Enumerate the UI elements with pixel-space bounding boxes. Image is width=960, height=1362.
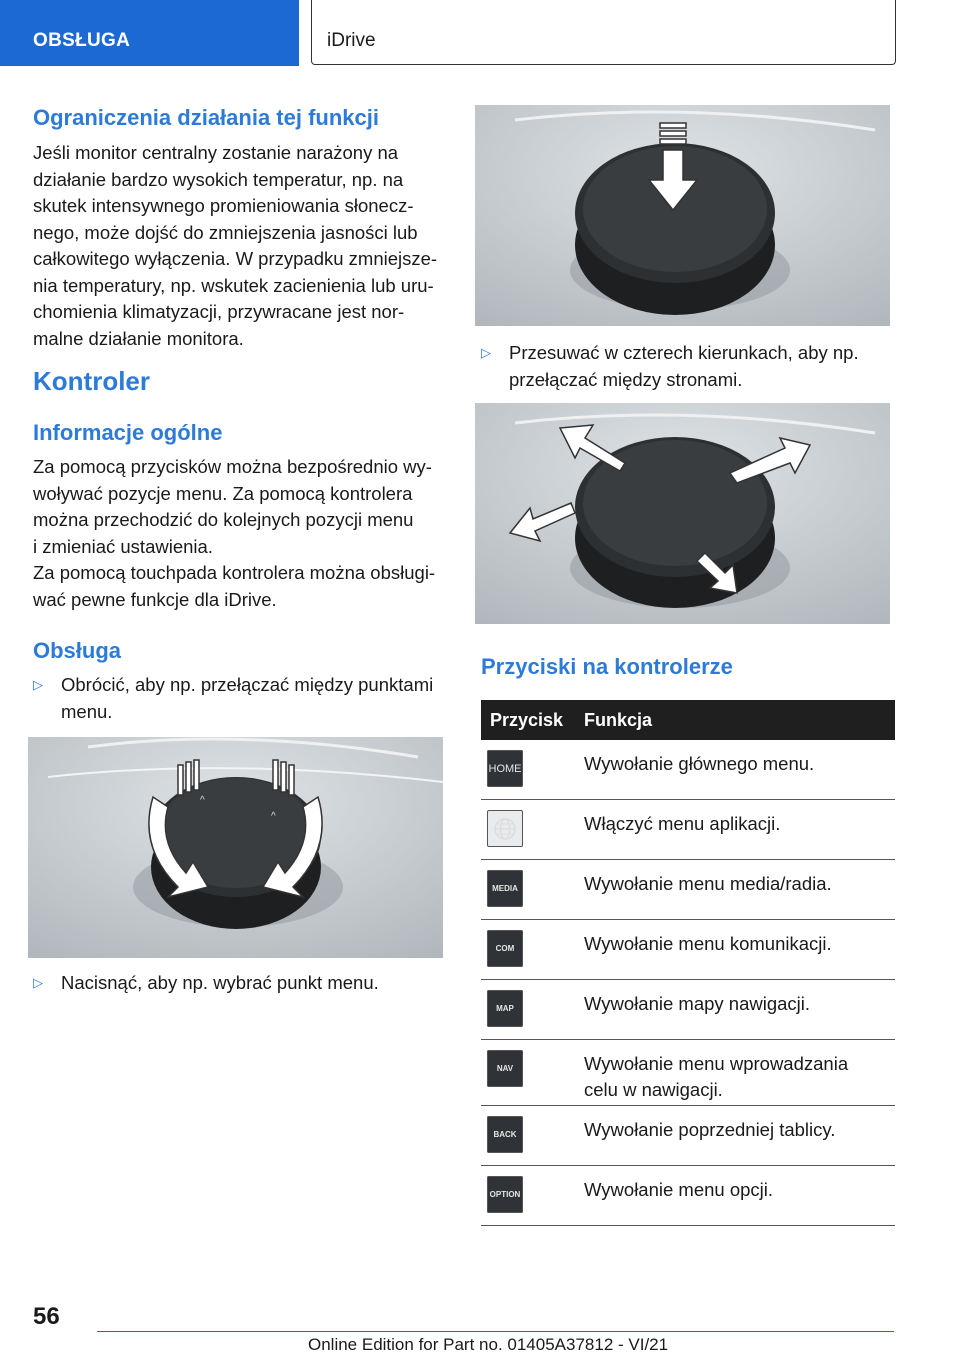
step-press bbox=[33, 970, 453, 1000]
step-line: menu. bbox=[61, 700, 113, 722]
paragraph-line: wać pewne funkcje dla iDrive. bbox=[33, 588, 277, 610]
paragraph-line: nia temperatury, np. wskutek zacienienia lub uru- bbox=[33, 274, 434, 296]
paragraph-line: Jeśli monitor centralny zostanie narażony na bbox=[33, 142, 399, 163]
map-key-icon: MAP bbox=[487, 990, 523, 1027]
paragraph-line: Za pomocą touchpada kontrolera można obsługi- bbox=[33, 562, 436, 583]
obsluga-heading: Obsługa bbox=[33, 638, 122, 663]
kontroler-heading: Kontroler bbox=[33, 366, 150, 396]
button-cell bbox=[481, 740, 584, 800]
function-text: Wywołanie poprzedniej tablicy. bbox=[584, 1106, 895, 1166]
table-header-row bbox=[481, 700, 895, 740]
step-line: Obrócić, aby np. przełączać między punktami bbox=[61, 674, 434, 695]
apps-globe-icon bbox=[487, 810, 523, 847]
option-key-icon: OPTION bbox=[487, 1176, 523, 1213]
table-row bbox=[481, 980, 895, 1040]
table-row bbox=[481, 800, 895, 860]
chapter-tab bbox=[311, 0, 896, 65]
table-row bbox=[481, 740, 895, 800]
paragraph-line: można przechodzić do kolejnych pozycji menu bbox=[33, 509, 414, 530]
chapter-title: iDrive bbox=[327, 30, 376, 51]
button-cell bbox=[481, 800, 584, 860]
com-key-icon: COM bbox=[487, 930, 523, 967]
paragraph-line: działanie bardzo wysokich temperatur, np. na bbox=[33, 168, 404, 190]
paragraph-line: chomienia klimatyzacji, przywracane jest nor- bbox=[33, 301, 405, 322]
controller-press-photo bbox=[475, 105, 890, 326]
controller-rotate-photo bbox=[28, 737, 443, 958]
table-row bbox=[481, 1166, 895, 1226]
back-key-icon: BACK bbox=[487, 1116, 523, 1153]
step-line: przełączać między stronami. bbox=[509, 368, 743, 390]
button-cell bbox=[481, 1040, 584, 1106]
col-header-button: Przycisk bbox=[481, 700, 584, 740]
button-cell bbox=[481, 980, 584, 1040]
button-cell bbox=[481, 860, 584, 920]
general-paragraph-2 bbox=[33, 560, 453, 613]
svg-text:^: ^ bbox=[200, 795, 205, 806]
function-text: Wywołanie głównego menu. bbox=[584, 740, 895, 800]
function-text: Włączyć menu aplikacji. bbox=[584, 800, 895, 860]
table-row bbox=[481, 860, 895, 920]
col-header-function: Funkcja bbox=[584, 700, 895, 740]
table-row bbox=[481, 1106, 895, 1166]
buttons-table bbox=[481, 700, 895, 1226]
svg-text:^: ^ bbox=[271, 811, 276, 822]
function-text: Wywołanie menu media/radia. bbox=[584, 860, 895, 920]
general-info-heading: Informacje ogólne bbox=[33, 420, 223, 445]
paragraph-line: całkowitego wyłączenia. W przypadku zmniejsze- bbox=[33, 248, 438, 269]
paragraph-line: skutek intensywnego promieniowania słonecz- bbox=[33, 195, 414, 216]
footer-edition: Online Edition for Part no. 01405A37812 - VI/21 bbox=[308, 1335, 669, 1354]
function-text: Wywołanie menu opcji. bbox=[584, 1166, 895, 1226]
step-triangle-icon: ▷ bbox=[481, 345, 491, 360]
step-triangle-icon: ▷ bbox=[33, 677, 43, 692]
table-row bbox=[481, 920, 895, 980]
media-key-icon: MEDIA bbox=[487, 870, 523, 907]
step-rotate-text bbox=[61, 672, 433, 725]
limitations-heading: Ograniczenia działania tej funkcji bbox=[33, 105, 379, 130]
function-text: Wywołanie menu wprowadzania celu w nawigacji. bbox=[584, 1040, 895, 1106]
step-rotate bbox=[33, 672, 453, 728]
paragraph-line: i zmieniać ustawienia. bbox=[33, 535, 213, 557]
section-tab bbox=[0, 0, 299, 66]
button-cell bbox=[481, 1106, 584, 1166]
paragraph-line: malne działanie monitora. bbox=[33, 327, 244, 349]
footer-rule bbox=[97, 1331, 894, 1332]
step-move bbox=[481, 340, 891, 396]
page-number: 56 bbox=[33, 1303, 60, 1330]
step-move-text bbox=[509, 340, 859, 393]
step-line: Przesuwać w czterech kierunkach, aby np. bbox=[509, 342, 859, 363]
buttons-heading: Przyciski na kontrolerze bbox=[481, 654, 733, 679]
controller-move-photo bbox=[475, 403, 890, 624]
function-text: Wywołanie mapy nawigacji. bbox=[584, 980, 895, 1040]
paragraph-line: nego, może dojść do zmniejszenia jasności lub bbox=[33, 221, 418, 243]
step-triangle-icon: ▷ bbox=[33, 975, 43, 990]
table-row bbox=[481, 1040, 895, 1106]
paragraph-line: Za pomocą przycisków można bezpośrednio wy- bbox=[33, 456, 432, 477]
function-text: Wywołanie menu komunikacji. bbox=[584, 920, 895, 980]
nav-key-icon: NAV bbox=[487, 1050, 523, 1087]
paragraph-line: woływać pozycje menu. Za pomocą kontrolera bbox=[33, 482, 413, 504]
button-cell bbox=[481, 1166, 584, 1226]
step-press-text: Nacisnąć, aby np. wybrać punkt menu. bbox=[61, 972, 379, 993]
section-title: OBSŁUGA bbox=[33, 30, 131, 51]
general-paragraph-1 bbox=[33, 454, 453, 560]
button-cell bbox=[481, 920, 584, 980]
limitations-paragraph bbox=[33, 140, 453, 352]
home-key-icon: HOME bbox=[487, 750, 523, 787]
